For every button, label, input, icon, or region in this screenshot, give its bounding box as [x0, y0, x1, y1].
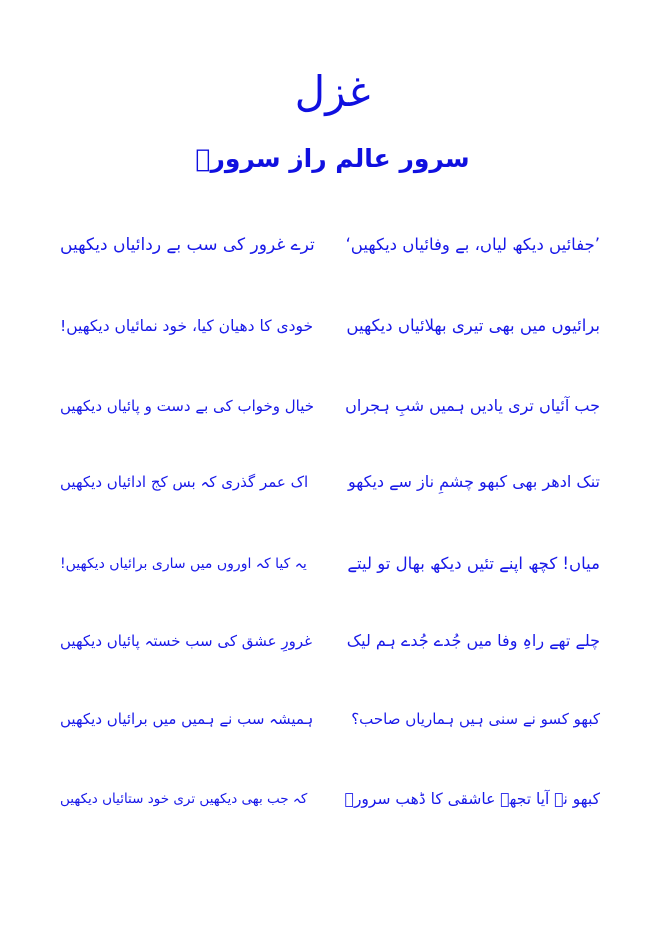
couplet-second-line: غرورِ عشق کی سب خستہ پائیاں دیکھیں [60, 632, 312, 650]
couplet [60, 544, 600, 584]
couplet-second-line: خودی کا دھیان کیا، خود نمائیاں دیکھیں! [60, 317, 314, 335]
couplet-first-line: تنک ادھر بھی کبھو چشمِ ناز سے دیکھو [348, 472, 600, 491]
couplet-second-line: ترے غرور کی سب بے ردائیاں دیکھیں [60, 235, 315, 255]
couplet [60, 225, 600, 265]
couplet [60, 699, 600, 739]
page-title: غزل [294, 67, 371, 116]
couplet-first-line: ’جفائیں دیکھ لیاں، بے وفائیاں دیکھیں‘ [345, 235, 600, 254]
couplet-second-line: ہمیشہ سب نے ہمیں میں برائیاں دیکھیں [60, 710, 314, 728]
couplet-second-line: خیال وخواب کی بے دست و پائیاں دیکھیں [60, 397, 315, 415]
couplet-second-line: کہ جب بھی دیکھیں تری خود ستائیاں دیکھیں [60, 791, 308, 807]
couplet-first-line: کبھو کسو نے سنی ہیں ہماریاں صاحب؟ [351, 710, 600, 728]
couplet [60, 386, 600, 426]
couplet-first-line: برائیوں میں بھی تیری بھلائیاں دیکھیں [346, 316, 600, 335]
couplet-first-line: چلے تھے راہِ وفا میں جُدے جُدے ہم لیک [346, 631, 600, 650]
couplet-first-line: جب آئیاں تری یادیں ہمیں شبِ ہجراں [345, 396, 600, 415]
couplet [60, 621, 600, 661]
poet-name: سرور عالم راز سرورؔ [195, 144, 470, 173]
couplet [60, 779, 600, 819]
couplet-first-line: کبھو نہ آیا تجھے عاشقی کا ڈھب سرورؔ [344, 790, 600, 808]
couplet [60, 462, 600, 502]
couplet-second-line: یہ کیا کہ اوروں میں ساری برائیاں دیکھیں! [60, 556, 307, 572]
couplet [60, 306, 600, 346]
couplet-second-line: اک عمر گذری کہ بس کج ادائیاں دیکھیں [60, 473, 309, 491]
couplet-first-line: میاں! کچھ اپنے تئیں دیکھ بھال تو لیتے [347, 554, 600, 573]
